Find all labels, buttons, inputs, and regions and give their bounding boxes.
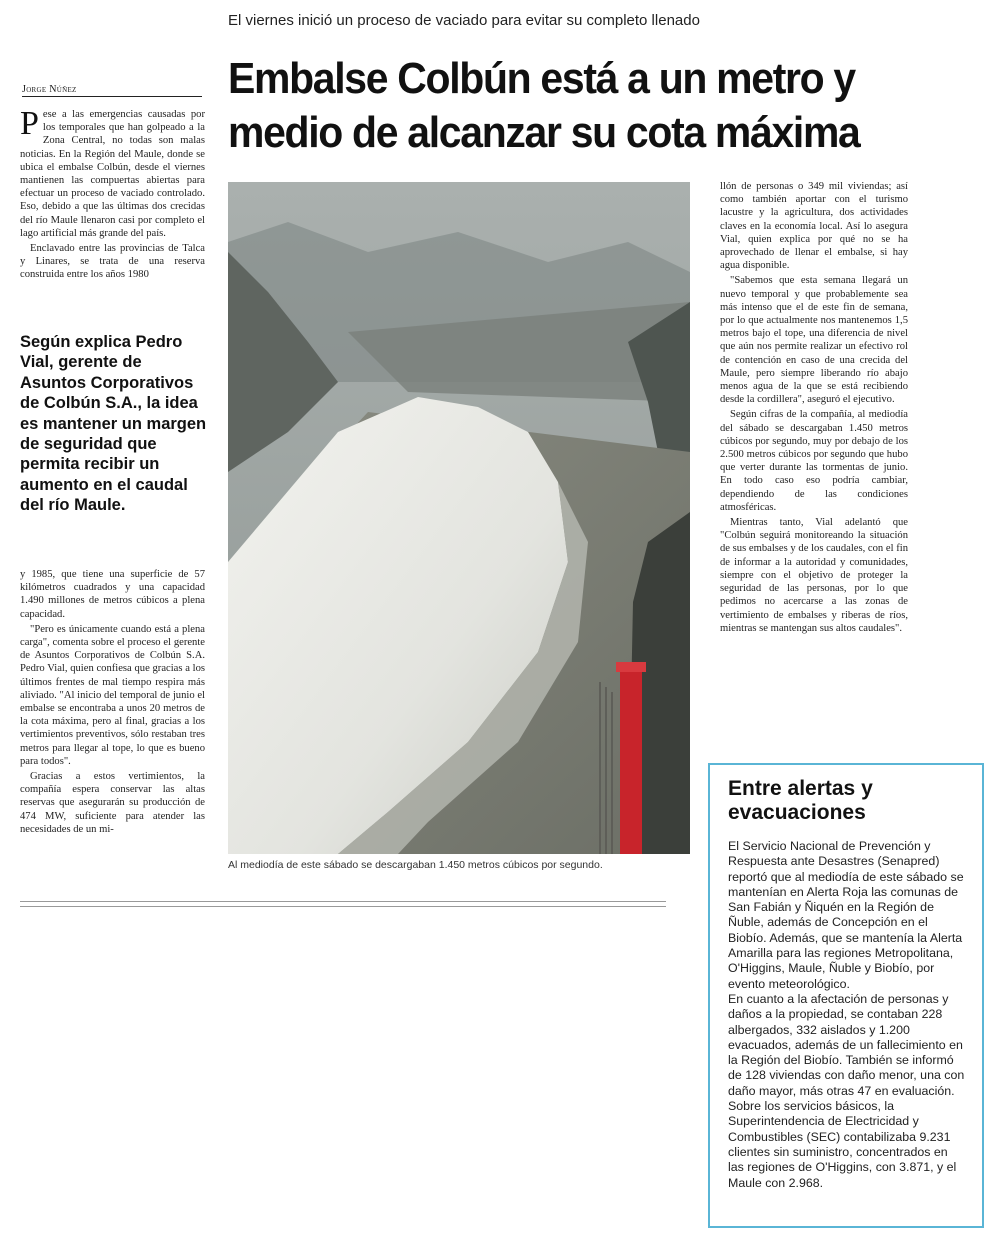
paragraph: llón de personas o 349 mil viviendas; así como también aportar con el turismo lacustre y la agricultura, dos actividades claves en la economía local. Así lo asegura Vial, quien explica por qué no se ha aprovechado de llenar el embalse, si hay agua disponible. xyxy=(720,181,908,272)
sidebar-paragraph: Sobre los servicios básicos, la Superintendencia de Electricidad y Combustibles (SEC) contabilizaba 9.231 clientes sin suministro, concentrados en las regiones de O'Higgins, con 3.871, y el Maule con 2.968. xyxy=(728,1099,957,1190)
lead-paragraph xyxy=(20,105,205,240)
photo-caption: Al mediodía de este sábado se descargaban 1.450 metros cúbicos por segundo. xyxy=(228,859,603,871)
paragraph: Enclavado entre las provincias de Talca y Linares, se trata de una reserva construida entre los años 1980 xyxy=(20,243,205,281)
pull-quote: Según explica Pedro Vial, gerente de Asuntos Corporativos de Colbún S.A., la idea es mantener un margen de seguridad que permita recibir un aumento en el caudal del río Maule. xyxy=(20,333,207,515)
paragraph: Mientras tanto, Vial adelantó que "Colbún seguirá monitoreando la situación de sus embalses y de los caudales, con el fin de informar a la autoridad y comunidades, siempre con el objetivo de proteger la seguridad de las personas, por lo que pedimos no acercarse a las zonas de vertimiento de embalses y riberas de ríos, mientras se mantengan sus altos caudales". xyxy=(720,517,908,634)
headline-line-1: Embalse Colbún está a un metro y xyxy=(228,54,855,103)
column-1-top xyxy=(20,105,205,284)
photo-illustration xyxy=(228,182,690,854)
byline: Jorge Núñez xyxy=(22,84,202,97)
column-1-bottom xyxy=(20,568,205,838)
kicker: El viernes inició un proceso de vaciado para evitar su completo llenado xyxy=(228,12,700,29)
paragraph: Gracias a estos vertimientos, la compañía espera conservar las altas reservas que asegurarán su producción de 474 MW, suficiente para atender las necesidades de un mi- xyxy=(20,771,205,835)
sidebar-body xyxy=(728,839,966,1191)
paragraph: "Pero es únicamente cuando está a plena carga", comenta sobre el proceso el gerente de Asuntos Corporativos de Colbún S.A. Pedro Vial, quien confiesa que gracias a los últimos frentes de mal tiempo respira más aliviado. "Al inicio del temporal de junio el embalse se encontraba a unos 20 metros de la cota máxima, pero al final, gracias a los vertimientos preventivos, sólo restaban tres metros para llegar al tope, lo que es bueno para todos". xyxy=(20,623,205,767)
section-divider xyxy=(20,901,666,907)
sidebar-paragraph: El Servicio Nacional de Prevención y Respuesta ante Desastres (Senapred) reportó que al mediodía de este sábado se mantenían en Alerta Roja las comunas de San Fabián y Ñiquén en la Región de Ñuble, además de Concepción en el Biobío. Además, que se mantenía la Alerta Amarilla para las regiones Metropolitana, O'Higgins, Maule, Ñuble y Biobío, por evento meteorológico. xyxy=(728,839,964,991)
dam-spillway-photo xyxy=(228,182,690,854)
lead-text: ese a las emergencias causadas por los temporales que han golpeado a la Zona Central, no todas son malas noticias. En la Región del Maule, donde se ubica el embalse Colbún, desde el viernes mantienen las compuertas abiertas para efectuar un proceso de vaciado controlado. Eso, debido a que las últimas dos crecidas del río Maule llenaron casi por completo el lago artificial más grande del país. xyxy=(20,109,205,239)
column-3 xyxy=(720,180,908,637)
sidebar-title-line-2: evacuaciones xyxy=(728,801,866,824)
paragraph: "Sabemos que esta semana llegará un nuevo temporal y que probablemente sea más intenso que el de este fin de semana, por lo que actualmente nos mantenemos 1,5 metros bajo el tope, una diferencia de nivel que aún nos permite realizar un efectivo rol de contención en caso de una crecida del Maule, pero siempre liberando río abajo menos agua de la que se está recibiendo desde la cordillera", aseguró el ejecutivo. xyxy=(720,275,908,406)
gate-tower xyxy=(620,666,642,854)
paragraph: Según cifras de la compañía, al mediodía del sábado se descargaban 1.450 metros cúbicos por segundo, muy por debajo de los 2.500 metros cúbicos por segundo que hubo que verter durante las tormentas de junio. En todo caso eso podría cambiar, dependiendo de las condiciones atmosféricas. xyxy=(720,409,908,513)
sidebar-title xyxy=(728,777,966,825)
headline xyxy=(228,52,944,160)
gate-tower-top xyxy=(616,662,646,672)
headline-line-2: medio de alcanzar su cota máxima xyxy=(228,108,860,157)
sidebar-paragraph: En cuanto a la afectación de personas y daños a la propiedad, se contaban 228 albergados, 332 aislados y 1.200 evacuados, además de un fallecimiento en la Región del Biobío. También se informó de 128 viviendas con daño menor, una con daño mayor, más otras 47 en evaluación. xyxy=(728,991,965,1098)
sidebar-title-line-1: Entre alertas y xyxy=(728,777,873,800)
drop-cap: P xyxy=(20,105,39,142)
paragraph: y 1985, que tiene una superficie de 57 kilómetros cuadrados y una capacidad 1.490 millones de metros cúbicos a plena capacidad. xyxy=(20,569,205,620)
sidebar-box xyxy=(708,763,984,1228)
